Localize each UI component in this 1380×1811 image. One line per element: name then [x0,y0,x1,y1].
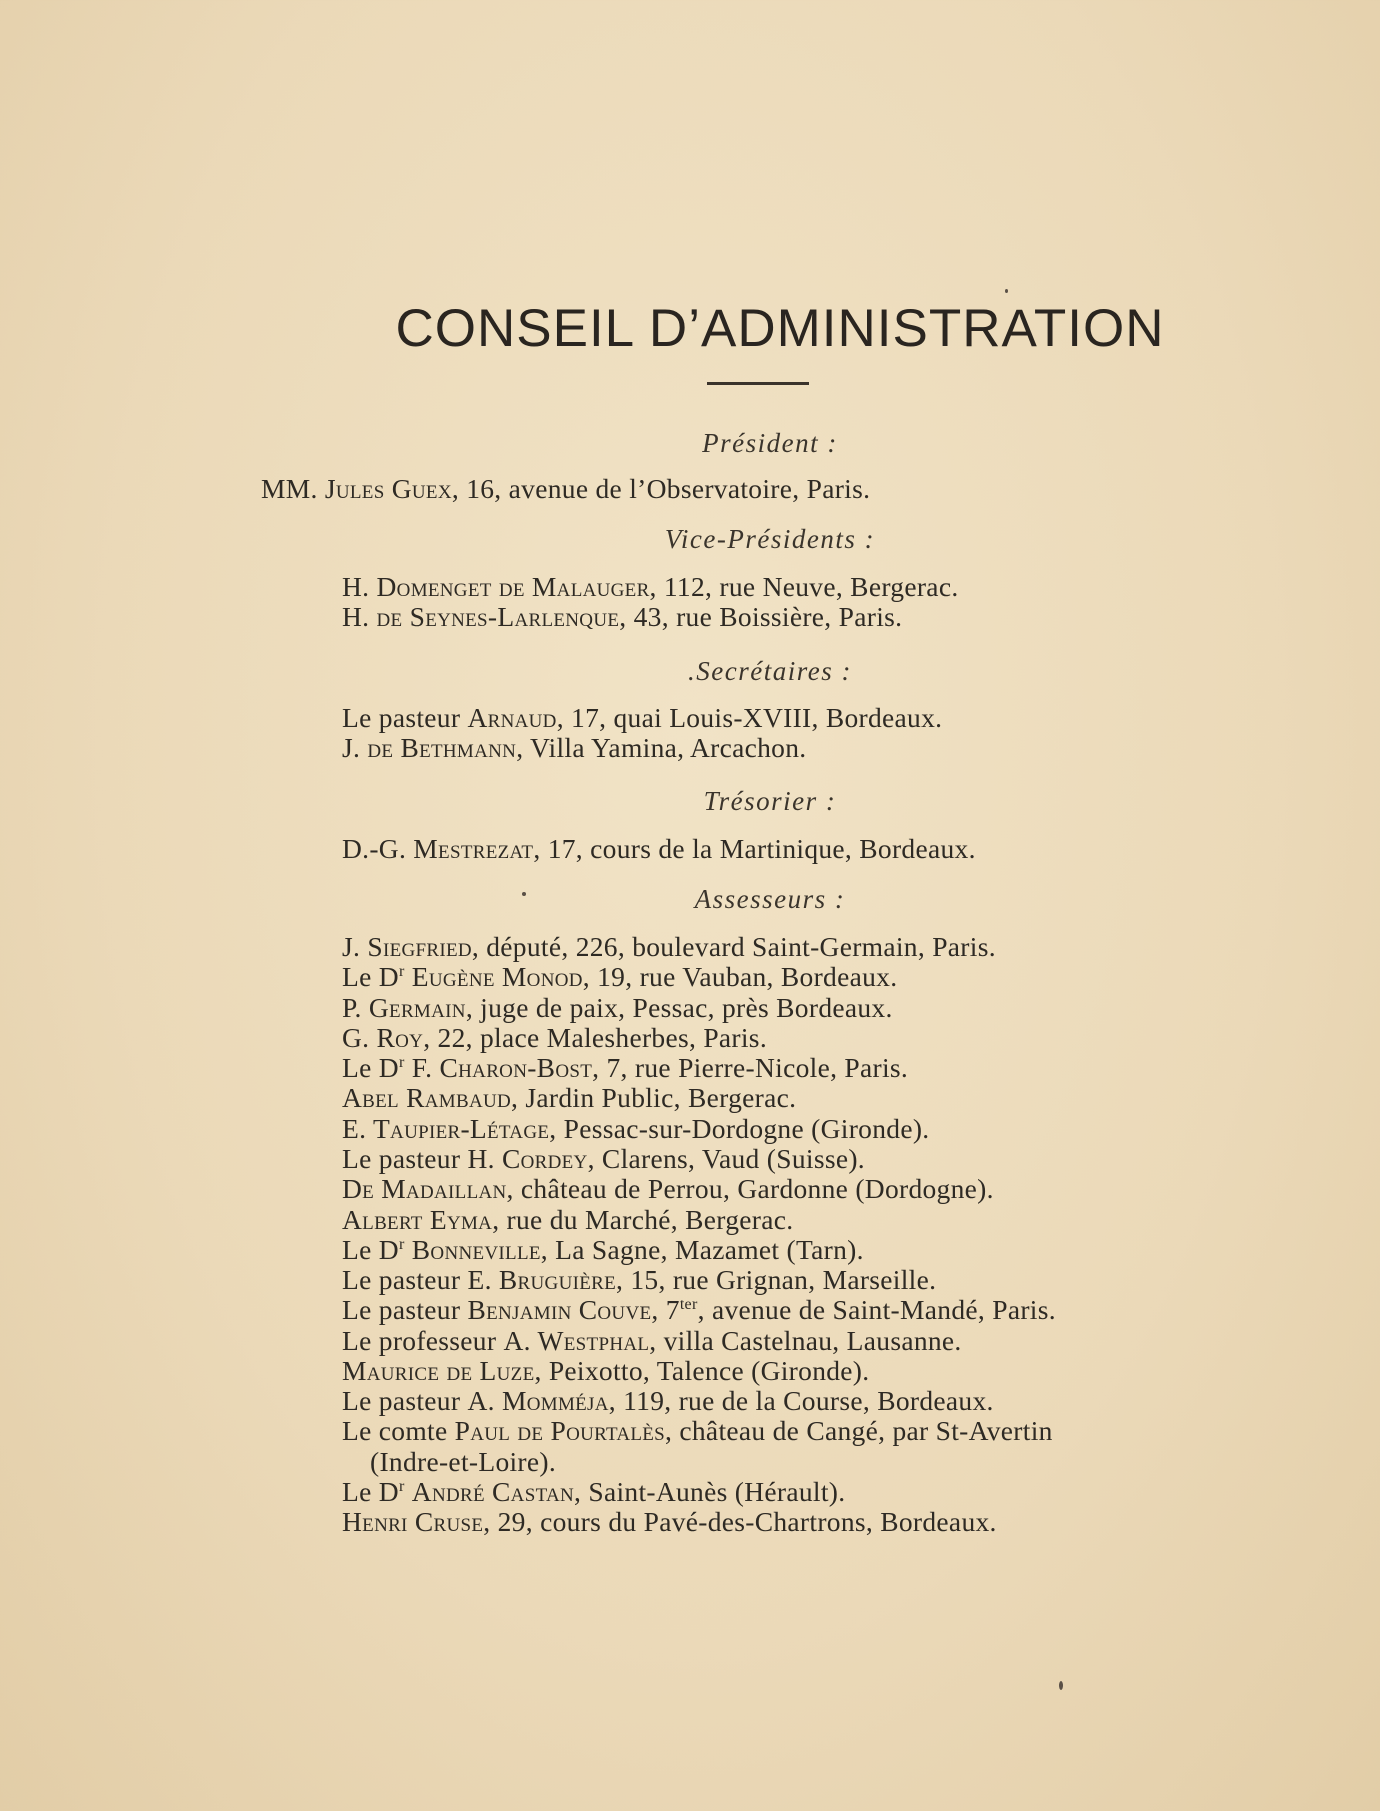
member-entry [342,1326,962,1356]
section-heading: Vice-Présidents : [664,524,876,554]
entry-details: , 43, rue Boissière, Paris. [619,601,903,632]
member-name: Paul de Pourtalès [454,1415,666,1446]
member-entry [342,1114,929,1144]
member-name: J. de Bethmann [342,732,517,763]
entry-details: , député, 226, boulevard Saint-Germain, Paris. [471,931,996,962]
entry-details: , juge de paix, Pessac, près Bordeaux. [465,992,893,1023]
entry-prefix: Le pasteur [342,1294,468,1325]
paper-speck [1005,289,1008,293]
member-entry [342,1053,908,1083]
entry-details: , 119, rue de la Course, Bordeaux. [608,1385,994,1416]
member-entry [342,602,902,632]
entry-details: , 112, rue Neuve, Bergerac. [649,571,959,602]
entry-details: , Pessac-sur-Dordogne (Gironde). [549,1113,930,1144]
member-name: De Madaillan [342,1173,507,1204]
member-entry [342,1295,1056,1325]
member-name: Benjamin Couve [467,1294,652,1325]
member-name: F. Charon-Bost [411,1052,593,1083]
member-entry [342,834,976,864]
member-name: G. Roy [342,1022,424,1053]
member-entry [342,1265,936,1295]
entry-prefix: Le $D^r$ [342,961,405,992]
member-entry [342,703,942,733]
member-entry [342,1144,865,1174]
member-name: André Castan [411,1476,574,1507]
paper-speck [522,892,526,896]
page-title: CONSEIL D’ADMINISTRATION [395,299,1165,358]
member-entry [342,1386,994,1416]
entry-details: , château de Perrou, Gardonne (Dordogne). [506,1173,994,1204]
paper-speck [1059,1681,1063,1690]
member-name: A. Momméja [467,1385,609,1416]
entry-details: , 22, place Malesherbes, Paris. [423,1022,767,1053]
entry-details: , rue du Marché, Bergerac. [492,1204,794,1235]
entry-details: , 7, rue Pierre-Nicole, Paris. [592,1052,909,1083]
entry-prefix: Le professeur [342,1325,504,1356]
member-entry [342,733,806,763]
member-entry [342,993,893,1023]
entry-details: , Clarens, Vaud (Suisse). [587,1143,865,1174]
member-name: Albert Eyma [342,1204,493,1235]
member-entry [342,1083,796,1113]
member-entry [342,1235,864,1265]
entry-prefix: Le comte [342,1415,455,1446]
member-name: Bonneville [411,1234,541,1265]
member-name: Jules Guex [324,473,452,504]
entry-details: , Peixotto, Talence (Gironde). [534,1355,870,1386]
member-name: Maurice de Luze [342,1355,535,1386]
title-rule [707,382,809,385]
member-entry [342,1174,994,1204]
entry-prefix: Le $D^r$ [342,1052,405,1083]
entry-details: , La Sagne, Mazamet (Tarn). [540,1234,864,1265]
entry-prefix: Le pasteur [342,1385,468,1416]
member-name: H. de Seynes-Larlenque [342,601,620,632]
entry-prefix: Le pasteur [342,1264,468,1295]
member-entry [342,572,959,602]
member-name: Abel Rambaud [342,1082,512,1113]
member-entry [370,1447,556,1477]
member-name: E. Bruguière [467,1264,617,1295]
entry-details: (Indre-et-Loire). [370,1446,557,1477]
member-name: H. Domenget de Malauger [342,571,650,602]
member-entry [342,1507,997,1537]
member-name: A. Westphal [503,1325,650,1356]
entry-details: , 15, rue Grignan, Marseille. [616,1264,937,1295]
entry-details: , 16, avenue de l’Observatoire, Paris. [451,473,871,504]
entry-details: , 17, cours de la Martinique, Bordeaux. [533,833,976,864]
entry-details: , Jardin Public, Bergerac. [511,1082,797,1113]
member-entry [261,474,870,504]
entry-prefix: Le pasteur [342,702,468,733]
entry-details: , 17, quai Louis-XVIII, Bordeaux. [556,702,943,733]
entry-prefix: Le $D^r$ [342,1234,405,1265]
member-entry [342,1356,869,1386]
entry-details: , villa Castelnau, Lausanne. [649,1325,962,1356]
member-name: Arnaud [467,702,557,733]
member-name: H. Cordey [467,1143,588,1174]
member-name: E. Taupier-Létage [342,1113,550,1144]
member-name: D.-G. Mestrezat [342,833,534,864]
member-entry [342,962,897,992]
entry-details: , 19, rue Vauban, Bordeaux. [582,961,898,992]
entry-details: , Villa Yamina, Arcachon. [516,732,807,763]
section-heading: Président : [702,428,838,458]
entry-prefix: Le pasteur [342,1143,468,1174]
entry-prefix: MM. [261,473,325,504]
member-name: Eugène Monod [411,961,583,992]
member-entry [342,932,996,962]
member-name: P. Germain [342,992,466,1023]
section-heading: Trésorier : [703,786,837,816]
member-entry [342,1023,767,1053]
section-heading: .Secrétaires : [688,656,852,686]
member-entry [342,1205,793,1235]
section-heading: Assesseurs : [694,884,846,914]
member-name: J. Siegfried [342,931,472,962]
entry-prefix: Le $D^r$ [342,1476,405,1507]
entry-details: , $7^{ter}$, avenue de Saint-Mandé, Paris. [651,1294,1056,1325]
entry-details: , château de Cangé, par St-Avertin [665,1415,1053,1446]
member-name: Henri Cruse [342,1506,484,1537]
member-entry [342,1416,1053,1446]
entry-details: , Saint-Aunès (Hérault). [574,1476,846,1507]
entry-details: , 29, cours du Pavé-des-Chartrons, Bordeaux. [483,1506,997,1537]
member-entry [342,1477,845,1507]
